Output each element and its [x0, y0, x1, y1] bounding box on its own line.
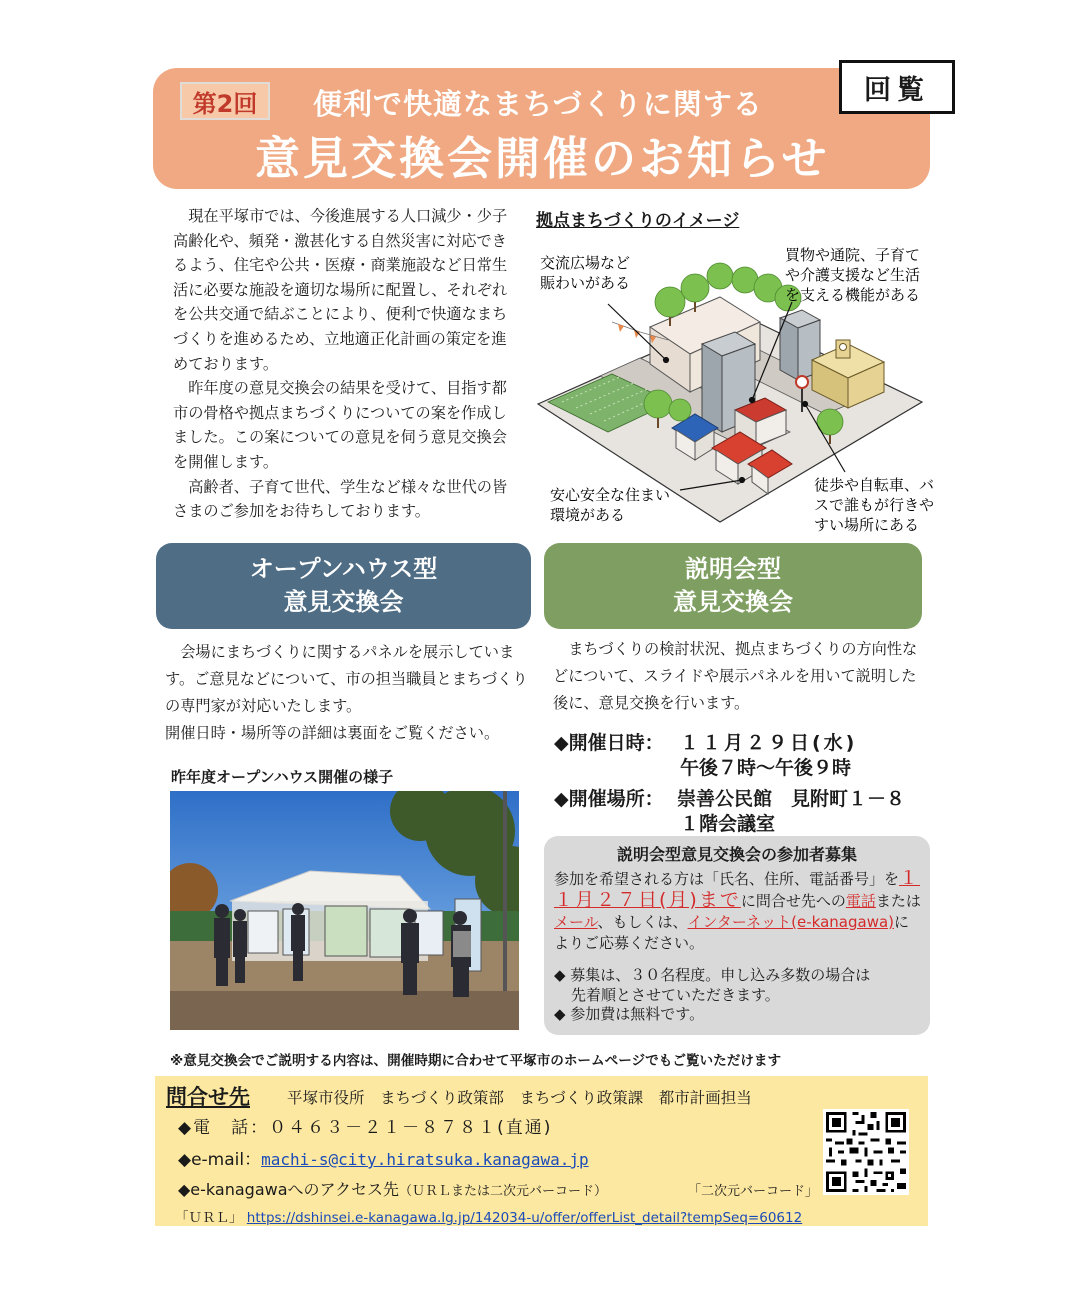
where-label: ◆開催場所： — [554, 788, 664, 810]
intro-paragraph-1: 現在平塚市では、今後進展する人口減少・少子高齢化や、頻発・激甚化する自然災害に対応できるよう、住宅や公共・医療・商業施設など日常生活に必要な施設を適切な場所に配置し、それぞれを公共交通で結ぶことにより、便利で快適なまちづくりを進めるため、立地適正化計画の策定を進めております。 — [173, 207, 508, 373]
intro-text — [173, 204, 518, 524]
recruit-text-4: 、もしくは、 — [597, 913, 688, 931]
illustration-caption: 拠点まちづくりのイメージ — [536, 211, 740, 231]
contact-org: 平塚市役所 まちづくり政策部 まちづくり政策課 都市計画担当 — [287, 1089, 752, 1107]
recruit-deadline: １１月２７日(月)まで — [554, 867, 921, 911]
recruit-notes — [554, 966, 924, 1025]
briefing-heading — [544, 543, 922, 629]
callout-services-2: や介護支援など生活 — [785, 266, 921, 284]
briefing-description — [553, 636, 925, 717]
url-line — [175, 1206, 802, 1226]
briefing-heading-line2: 意見交換会 — [673, 588, 793, 616]
callout-access-1: 徒歩や自転車、バ — [814, 476, 935, 494]
callout-plaza-1: 交流広場など — [540, 254, 631, 272]
recruit-note-2: ◆ 参加費は無料です。 — [554, 1005, 705, 1023]
open-house-description — [165, 639, 537, 747]
recruit-text-3: または — [875, 892, 921, 910]
callout-services-3: を支える機能がある — [785, 286, 921, 304]
contact-tel: ◆電 話：０４６３－２１－８７８１(直通) — [178, 1118, 553, 1138]
town-illustration — [530, 232, 950, 542]
qr-caption: 「二次元バーコード」 — [688, 1184, 819, 1199]
qr-code[interactable] — [823, 1109, 909, 1195]
where-place: 崇善公民館 見附町１－８ — [677, 788, 906, 810]
recruit-title: 説明会型意見交換会の参加者募集 — [616, 845, 857, 864]
when-label: ◆開催日時： — [554, 732, 664, 754]
open-house-heading-line1: オープンハウス型 — [249, 555, 438, 583]
header-title-line2: 意見交換会開催のお知らせ — [255, 132, 830, 185]
intro-paragraph-3: 高齢者、子育て世代、学生など様々な世代の皆さまのご参加をお待ちしております。 — [173, 477, 508, 521]
open-house-desc-text-2: 開催日時・場所等の詳細は裏面をご覧ください。 — [165, 724, 500, 742]
callout-access-3: すい場所にある — [814, 516, 920, 534]
callout-access-2: スで誰もが行きや — [814, 496, 935, 514]
briefing-desc-text: まちづくりの検討状況、拠点まちづくりの方向性などについて、スライドや展示パネルを用いて説明した後に、意見交換を行います。 — [553, 640, 918, 712]
recruit-body — [554, 868, 924, 954]
open-house-desc-text: 会場にまちづくりに関するパネルを展示しています。ご意見などについて、市の担当職員とまちづくりの専門家が対応いたします。 — [165, 643, 528, 715]
contact-mail — [178, 1145, 589, 1170]
callout-safe-1: 安心安全な住まい — [550, 486, 671, 504]
callout-services-1: 買物や通院、子育て — [785, 246, 921, 264]
recruit-phone: 電話 — [845, 892, 876, 910]
recruit-note-1a: ◆ 募集は、３０名程度。申し込み多数の場合は — [554, 966, 871, 984]
when-date: １１月２９日(水) — [680, 732, 858, 754]
mail-label: ◆e-mail： — [178, 1150, 262, 1170]
recruit-text-2: に問合せ先への — [740, 892, 846, 910]
recruit-text-5: によりご応募ください。 — [554, 913, 910, 952]
where-room: １階会議室 — [680, 813, 776, 835]
url-link[interactable]: https://dshinsei.e-kanagawa.lg.jp/142034-u/offer/offerList_detail?tempSeq=60612 — [246, 1210, 803, 1226]
recruit-text-1: 参加を希望される方は「氏名、住所、電話番号」を — [554, 870, 900, 888]
ekanagawa-hint: （ＵＲＬまたは二次元バーコード） — [399, 1184, 608, 1199]
briefing-heading-line1: 説明会型 — [685, 555, 781, 583]
header-title-line1: 便利で快適なまちづくりに関する — [313, 87, 763, 121]
open-house-photo — [170, 791, 519, 1030]
round-badge: 第2回 — [180, 82, 270, 120]
callout-safe-2: 環境がある — [550, 506, 626, 524]
contact-ekanagawa — [178, 1177, 607, 1200]
url-label: 「ＵＲＬ」 — [175, 1210, 243, 1226]
recruit-note-1b: 先着順とさせていただきます。 — [571, 985, 780, 1004]
open-house-heading-line2: 意見交換会 — [283, 588, 404, 616]
open-house-heading — [156, 543, 531, 629]
photo-caption: 昨年度オープンハウス開催の様子 — [171, 768, 394, 786]
mail-address-link[interactable]: machi-s@city.hiratsuka.kanagawa.jp — [261, 1150, 589, 1169]
ekanagawa-label: ◆e-kanagawaへのアクセス先 — [178, 1180, 400, 1199]
recruit-internet: インターネット(e-kanagawa) — [687, 913, 895, 931]
callout-plaza-2: 賑わいがある — [540, 274, 631, 292]
when-time: 午後７時～午後９時 — [680, 757, 852, 779]
kairan-stamp: 回覧 — [839, 60, 955, 114]
recruit-mail: メール — [554, 913, 598, 931]
footnote: ※意見交換会でご説明する内容は、開催時期に合わせて平塚市のホームページでもご覧いただけます — [170, 1053, 782, 1069]
contact-title: 問合せ先 — [166, 1085, 250, 1109]
intro-paragraph-2: 昨年度の意見交換会の結果を受けて、目指す都市の骨格や拠点まちづくりについての案を作成しました。この案についての意見を伺う意見交換会を開催します。 — [173, 379, 507, 471]
